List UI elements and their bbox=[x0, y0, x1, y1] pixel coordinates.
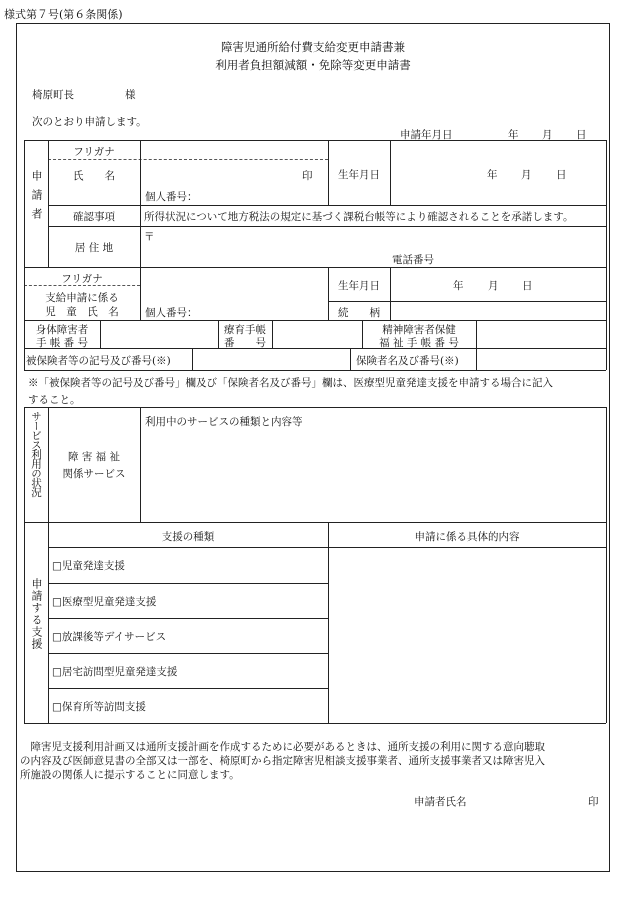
ryoiku-handbook-label-line2: 番 号 bbox=[224, 337, 266, 349]
child-birth-day[interactable]: 日 bbox=[522, 280, 533, 292]
note-line1: ※「被保険者等の記号及び番号」欄及び「保険者名及び番号」欄は、医療型児童発達支援を申請する場合に記入 bbox=[28, 377, 553, 389]
insurer-field[interactable] bbox=[480, 351, 602, 368]
phone-label: 電話番号 bbox=[392, 254, 434, 266]
note-line2: すること。 bbox=[28, 394, 81, 406]
form-title-line1: 障害児通所給付費支給変更申請書兼 bbox=[221, 40, 405, 54]
application-date-day[interactable]: 日 bbox=[576, 129, 587, 141]
applicant-section-label: 申請者 bbox=[30, 170, 43, 227]
consent-line1: 障害児支援利用計画又は通所支援計画を作成するために必要があるときは、通所支援の利用に関する意向聴取 bbox=[20, 741, 545, 753]
service-status-section-label: サービス利用の状況 bbox=[30, 411, 42, 497]
relation-field[interactable] bbox=[394, 304, 602, 318]
application-date-month[interactable]: 月 bbox=[542, 129, 553, 141]
confirm-label: 確認事項 bbox=[73, 211, 115, 223]
child-name-label-line2: 児 童 氏 名 bbox=[45, 306, 119, 318]
ryoiku-handbook-label-line1: 療育手帳 bbox=[224, 324, 266, 336]
child-furigana-label: フリガナ bbox=[61, 273, 103, 285]
applicant-name-label: 氏 名 bbox=[73, 170, 115, 182]
addressee: 椅原町長 bbox=[32, 89, 74, 101]
intro-text: 次のとおり申請します。 bbox=[32, 116, 147, 128]
welfare-service-label-line2: 関係サービス bbox=[62, 468, 126, 480]
applicant-birth-day[interactable]: 日 bbox=[556, 169, 567, 181]
child-birth-label: 生年月日 bbox=[338, 280, 380, 292]
postal-mark: 〒 bbox=[144, 231, 155, 243]
physical-handbook-field[interactable] bbox=[104, 324, 214, 344]
child-name-label-line1: 支給申請に係る bbox=[45, 292, 119, 304]
mental-handbook-field[interactable] bbox=[480, 324, 602, 344]
insurer-label: 保険者名及び番号(※) bbox=[356, 355, 459, 367]
applicant-furigana-label: フリガナ bbox=[73, 146, 115, 158]
support-detail-header: 申請に係る具体的内容 bbox=[414, 531, 520, 543]
physical-handbook-label-line1: 身体障害者 bbox=[35, 324, 89, 336]
support-type-header: 支援の種類 bbox=[161, 531, 215, 543]
application-date-label: 申請年月日 bbox=[400, 129, 453, 141]
consent-line3: 所施設の関係人に提示することに同意します。 bbox=[20, 769, 240, 781]
support-detail-field[interactable] bbox=[332, 551, 602, 719]
confirm-text: 所得状況について地方税法の規定に基づく課税台帳等により確認されることを承諾します。 bbox=[144, 211, 574, 223]
child-birth-year[interactable]: 年 bbox=[453, 280, 464, 292]
physical-handbook-label-line2: 手 帳 番 号 bbox=[35, 337, 88, 349]
address-label: 居 住 地 bbox=[74, 242, 114, 254]
address-field[interactable] bbox=[160, 229, 580, 251]
applicant-name-field[interactable] bbox=[144, 162, 314, 186]
phone-field[interactable] bbox=[446, 252, 596, 265]
support-option-after-school-day-service[interactable]: □放課後等デイサービス bbox=[52, 631, 167, 643]
ryoiku-handbook-field[interactable] bbox=[276, 324, 358, 344]
child-individual-number[interactable]: 個人番号： bbox=[145, 307, 198, 319]
form-title-line2: 利用者負担額減額・免除等変更申請書 bbox=[215, 58, 411, 72]
applicant-furigana-field[interactable] bbox=[144, 144, 326, 158]
signature-seal: 印 bbox=[588, 796, 599, 808]
application-date-year[interactable]: 年 bbox=[508, 129, 519, 141]
applicant-seal: 印 bbox=[302, 170, 313, 182]
relation-label: 続 柄 bbox=[338, 307, 380, 319]
welfare-service-label-line1: 障 害 福 祉 bbox=[67, 451, 120, 463]
service-content-field[interactable] bbox=[145, 432, 601, 518]
mental-handbook-label-line1: 精神障害者保健 bbox=[382, 324, 456, 336]
support-option-home-visit-child-development[interactable]: □居宅訪問型児童発達支援 bbox=[52, 666, 178, 678]
support-option-nursery-visit-support[interactable]: □保育所等訪問支援 bbox=[52, 701, 146, 713]
consent-line2: の内容及び医師意見書の全部又は一部を、椅原町から指定障害児相談支援事業者、通所支援事業者又は障害児入 bbox=[20, 755, 545, 767]
insured-number-field[interactable] bbox=[196, 351, 346, 368]
applicant-birth-label: 生年月日 bbox=[338, 169, 380, 181]
mental-handbook-label-line2: 福 祉 手 帳 番 号 bbox=[379, 337, 459, 349]
service-content-label: 利用中のサービスの種類と内容等 bbox=[145, 416, 303, 428]
applicant-individual-number[interactable]: 個人番号： bbox=[145, 191, 198, 203]
support-section-label: 申請する支援 bbox=[30, 578, 43, 650]
form-number: 様式第７号(第６条関係) bbox=[4, 8, 123, 21]
applicant-birth-year[interactable]: 年 bbox=[487, 169, 498, 181]
child-birth-month[interactable]: 月 bbox=[488, 280, 499, 292]
signature-field[interactable] bbox=[480, 792, 580, 808]
support-option-child-development[interactable]: □児童発達支援 bbox=[52, 560, 125, 572]
addressee-suffix: 様 bbox=[125, 89, 136, 101]
insured-number-label: 被保険者等の記号及び番号(※) bbox=[26, 355, 171, 367]
child-furigana-field[interactable] bbox=[144, 271, 326, 285]
applicant-birth-month[interactable]: 月 bbox=[521, 169, 532, 181]
signature-label: 申請者氏名 bbox=[414, 796, 467, 808]
support-option-medical-child-development[interactable]: □医療型児童発達支援 bbox=[52, 596, 157, 608]
